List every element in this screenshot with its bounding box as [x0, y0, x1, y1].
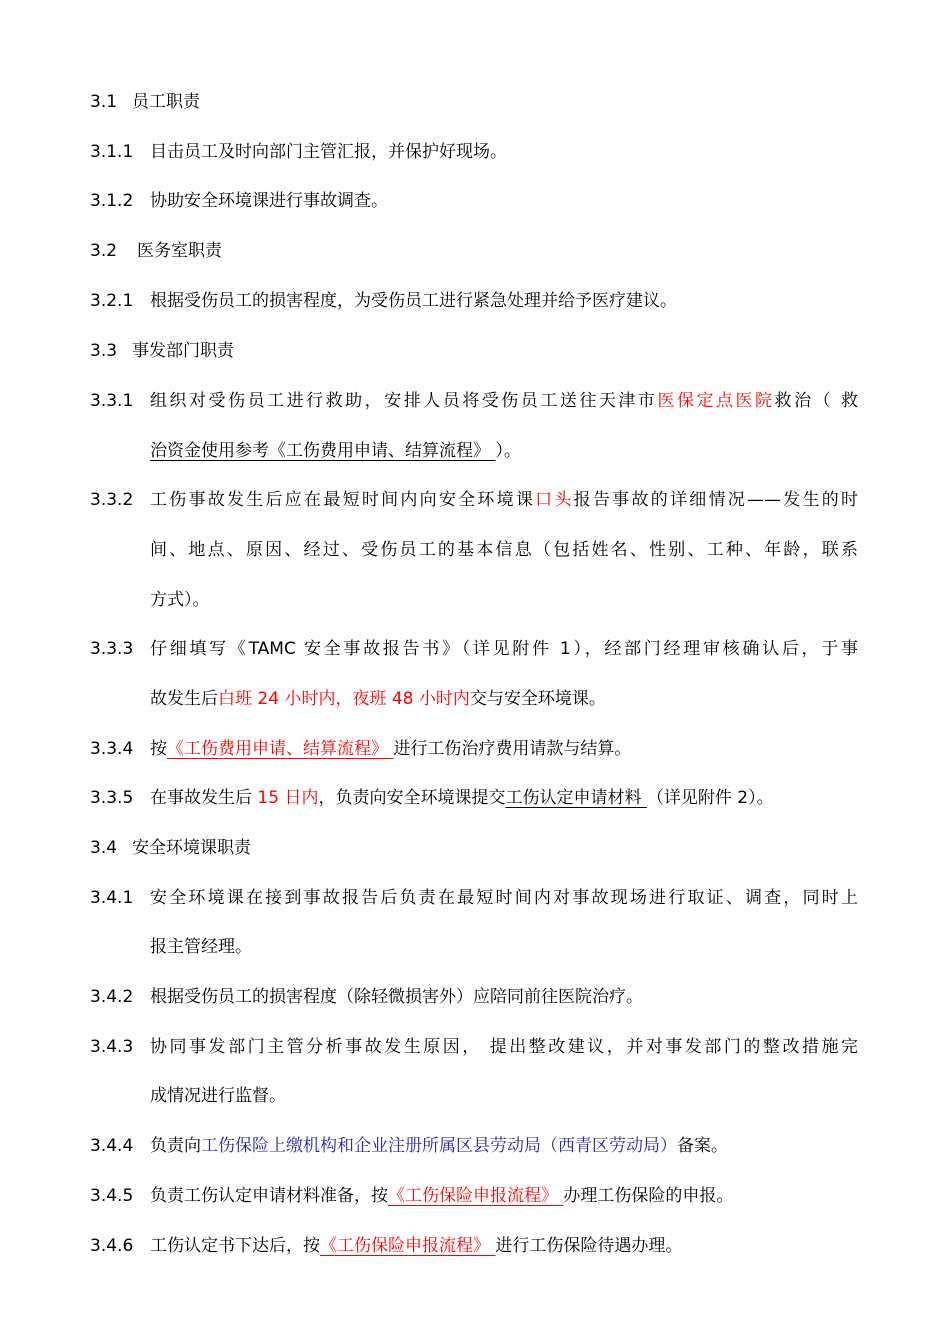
section-number: 3.4 — [90, 838, 118, 858]
section-text: 仔细填写《TAMC 安全事故报告书》（详见附件 1），经部门经理审核确认后，于事 — [150, 639, 858, 659]
section-number: 3.3.2 — [90, 490, 134, 510]
section-text: 工伤认定书下达后，按《工伤保险申报流程》 进行工伤保险待遇办理。 — [150, 1236, 683, 1256]
section-number: 3.2 — [90, 241, 118, 261]
highlight-red: 口头 — [535, 490, 574, 510]
section-number: 3.3.3 — [90, 639, 134, 659]
section-text: 根据受伤员工的损害程度（除轻微损害外）应陪同前往医院治疗。 — [150, 987, 643, 1007]
section-number: 3.3.1 — [90, 391, 134, 411]
highlight-blue: 工伤保险上缴机构和企业注册所属区县劳动局（西青区劳动局） — [201, 1136, 677, 1156]
section-text: 在事故发生后 15 日内，负责向安全环境课提交工伤认定申请材料 （详见附件 2）。 — [150, 788, 774, 808]
section-number: 3.3.5 — [90, 788, 134, 808]
link-reference[interactable]: 《工伤保险申报流程》 — [320, 1236, 496, 1256]
section-text: 目击员工及时向部门主管汇报，并保护好现场。 — [150, 142, 507, 162]
section-number: 3.1 — [90, 92, 118, 112]
section-text: 负责工伤认定申请材料准备，按《工伤保险申报流程》 办理工伤保险的申报。 — [150, 1186, 734, 1206]
section-text: 安全环境课在接到事故报告后负责在最短时间内对事故现场进行取证、调查，同时上 — [150, 888, 858, 908]
section-text: 负责向工伤保险上缴机构和企业注册所属区县劳动局（西青区劳动局）备案。 — [150, 1136, 728, 1156]
section-title: 事发部门职责 — [132, 341, 234, 361]
document-page: 3.1 员工职责 3.1.1 目击员工及时向部门主管汇报，并保护好现场。 3.1.2 协助安全环境课进行事故调查。 3.2 医务室职责 3.2.1 根据受伤员工的损害程度，为受伤员工进行紧急处理并给予医疗建议。 3.3 事发部门职责 3.3.1 组织对受伤员工进行救助，安排人员将受伤员工送往天津市医保定点医院救治（ 救 治资金使用参考《工伤费用申请、结算流程》 ）。 3.3.2 工伤事故发生后应在最短时间内向安全环境课口头报告事故的详细情况——发生的时 间、地点、原因、经过、受伤员工的基本信息（包括姓名、性别、工种、年龄，联系 方式）。 3.3.3 仔细填写《TAMC 安全事故报告书》（详见附件 1），经部门经理审核确认后，于事 故发生后白班 24 小时内，夜班 48 小时内交与安全环境课。 3.3.4 按《工伤费用申请、结算流程》 进行工伤治疗费用请款与结算。 3.3.5 在事故发生后 15 日内，负责向安全环境课提交工伤认定申请材料 （详见附件 2）。 3.4 安全环境课职责 3.4.1 安全环境课在接到事故报告后负责在最短时间内对事故现场进行取证、调查，同时上 报主管经理。 3.4.2 根据受伤员工的损害程度（除轻微损害外）应陪同前往医院治疗。 3.4.3 协同事发部门主管分析事故发生原因， 提出整改建议，并对事发部门的整改措施完 成情况进行监督。 3.4.4 负责向工伤保险上缴机构和企业注册所属区县劳动局（西青区劳动局）备案。 3.4.5 负责工伤认定申请材料准备，按《工伤保险申报流程》 办理工伤保险的申报。 3.4.6 工伤认定书下达后，按《工伤保险申报流程》 进行工伤保险待遇办理。 — [90, 92, 859, 1256]
highlight-red: 15 日内 — [257, 788, 319, 808]
section-text: 工伤事故发生后应在最短时间内向安全环境课口头报告事故的详细情况——发生的时 — [150, 490, 859, 510]
highlight-red: 医保定点医院 — [657, 391, 775, 411]
section-text: 组织对受伤员工进行救助，安排人员将受伤员工送往天津市医保定点医院救治（ 救 — [150, 391, 859, 411]
section-text: 按《工伤费用申请、结算流程》 进行工伤治疗费用请款与结算。 — [150, 739, 632, 759]
section-text: 协助安全环境课进行事故调查。 — [150, 191, 388, 211]
section-number: 3.4.4 — [90, 1136, 134, 1156]
link-reference[interactable]: 《工伤费用申请、结算流程》 — [167, 739, 394, 759]
underlined-reference: 工伤认定申请材料 — [505, 788, 647, 808]
section-text: 根据受伤员工的损害程度，为受伤员工进行紧急处理并给予医疗建议。 — [150, 291, 677, 311]
section-number: 3.4.6 — [90, 1236, 134, 1256]
section-number: 3.3.4 — [90, 739, 134, 759]
underlined-reference: 治资金使用参考《工伤费用申请、结算流程》 — [150, 441, 496, 461]
section-number: 3.4.5 — [90, 1186, 134, 1206]
section-number: 3.1.1 — [90, 142, 134, 162]
section-title: 医务室职责 — [137, 241, 222, 261]
section-number: 3.4.1 — [90, 888, 134, 908]
highlight-red: 白班 24 小时内，夜班 48 小时内 — [218, 689, 470, 709]
section-text: 协同事发部门主管分析事故发生原因， 提出整改建议，并对事发部门的整改措施完 — [150, 1037, 858, 1057]
link-reference[interactable]: 《工伤保险申报流程》 — [388, 1186, 564, 1206]
section-number: 3.2.1 — [90, 291, 134, 311]
section-number: 3.4.2 — [90, 987, 134, 1007]
section-number: 3.3 — [90, 341, 118, 361]
section-number: 3.4.3 — [90, 1037, 134, 1057]
section-number: 3.1.2 — [90, 191, 134, 211]
section-title: 员工职责 — [132, 92, 200, 112]
section-title: 安全环境课职责 — [132, 838, 251, 858]
